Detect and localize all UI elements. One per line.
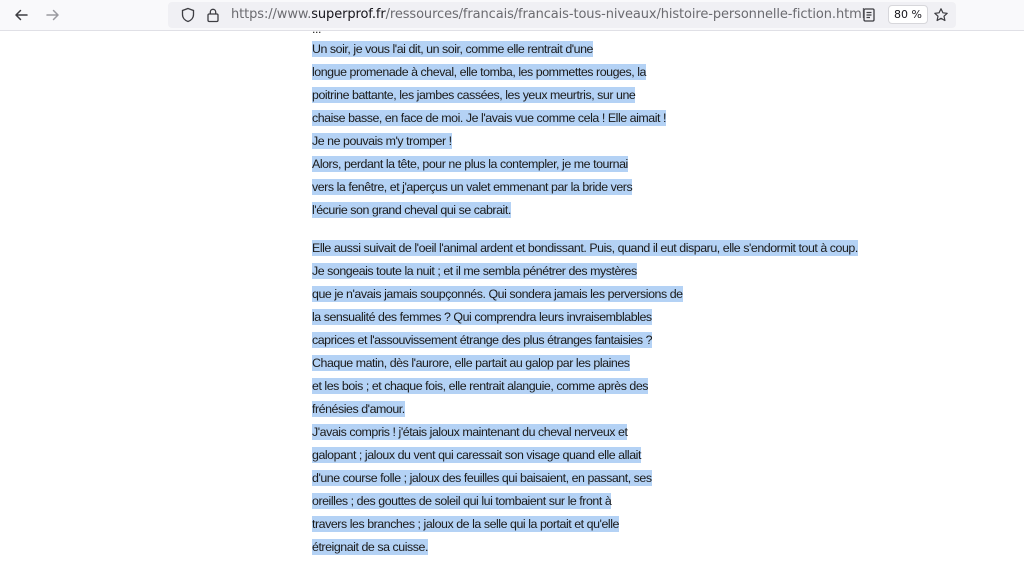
article-line: l'écurie son grand cheval qui se cabrait.: [312, 203, 511, 217]
article-line: étreignait de sa cuisse.: [312, 540, 428, 554]
article-line: et les bois ; et chaque fois, elle rentrait alanguie, comme après des: [312, 379, 649, 393]
article-line: que je n'avais jamais soupçonnés. Qui sondera jamais les perversions de: [312, 287, 683, 301]
article-line: Chaque matin, dès l'aurore, elle partait au galop par les plaines: [312, 356, 630, 370]
article-line: Je songeais toute la nuit ; et il me sembla pénétrer des mystères: [312, 264, 637, 278]
article-line: chaise basse, en face de moi. Je l'avais vue comme cela ! Elle aimait !: [312, 111, 667, 125]
article-line: Alors, perdant la tête, pour ne plus la contempler, je me tournai: [312, 157, 628, 171]
back-button[interactable]: [8, 3, 34, 27]
article-line: vers la fenêtre, et j'aperçus un valet emmenant par la bride vers: [312, 180, 633, 194]
back-arrow-icon: [13, 7, 29, 23]
lock-icon[interactable]: [205, 7, 221, 23]
article-line: travers les branches ; jaloux de la selle qui la portait et qu'elle: [312, 517, 619, 531]
article-line: galopant ; jaloux du vent qui caressait son visage quand elle allait: [312, 448, 641, 462]
article-line: d'une course folle ; jaloux des feuilles qui baisaient, en passant, ses: [312, 471, 652, 485]
bookmark-star-icon[interactable]: [933, 7, 949, 23]
forward-arrow-icon: [45, 7, 61, 23]
article-line: caprices et l'assouvissement étrange des plus étranges fantaisies ?: [312, 333, 653, 347]
article-line: poitrine battante, les jambes cassées, les yeux meurtris, sur une: [312, 88, 636, 102]
browser-toolbar: [0, 0, 1024, 31]
forward-button[interactable]: [40, 3, 66, 27]
url-prefix: https://www.: [231, 7, 312, 22]
article-line: ...: [312, 22, 321, 36]
page-content: [0, 22, 1024, 569]
article-line: la sensualité des femmes ? Qui comprendra leurs invraisemblables: [312, 310, 652, 324]
article-line: J'avais compris ! j'étais jaloux maintenant du cheval nerveux et: [312, 425, 628, 439]
zoom-level-badge[interactable]: 80 %: [888, 5, 928, 24]
article-line: longue promenade à cheval, elle tomba, les pommettes rouges, la: [312, 65, 646, 79]
article-line: Elle aussi suivait de l'oeil l'animal ardent et bondissant. Puis, quand il eut disparu, elle s'endormit tout à coup.: [312, 241, 858, 255]
shield-icon[interactable]: [180, 7, 196, 23]
article-line: Je ne pouvais m'y tromper !: [312, 134, 452, 148]
article-line: Un soir, je vous l'ai dit, un soir, comme elle rentrait d'une: [312, 42, 593, 56]
url-host: superprof.fr: [311, 7, 386, 22]
url-path: /ressources/francais/francais-tous-niveaux/histoire-personnelle-fiction.html: [385, 7, 866, 22]
address-bar[interactable]: [168, 2, 956, 28]
article-line: oreilles ; des gouttes de soleil qui lui tombaient sur le front à: [312, 494, 612, 508]
url-text[interactable]: [231, 7, 865, 22]
article-line: frénésies d'amour.: [312, 402, 405, 416]
reader-view-icon[interactable]: [861, 7, 877, 23]
